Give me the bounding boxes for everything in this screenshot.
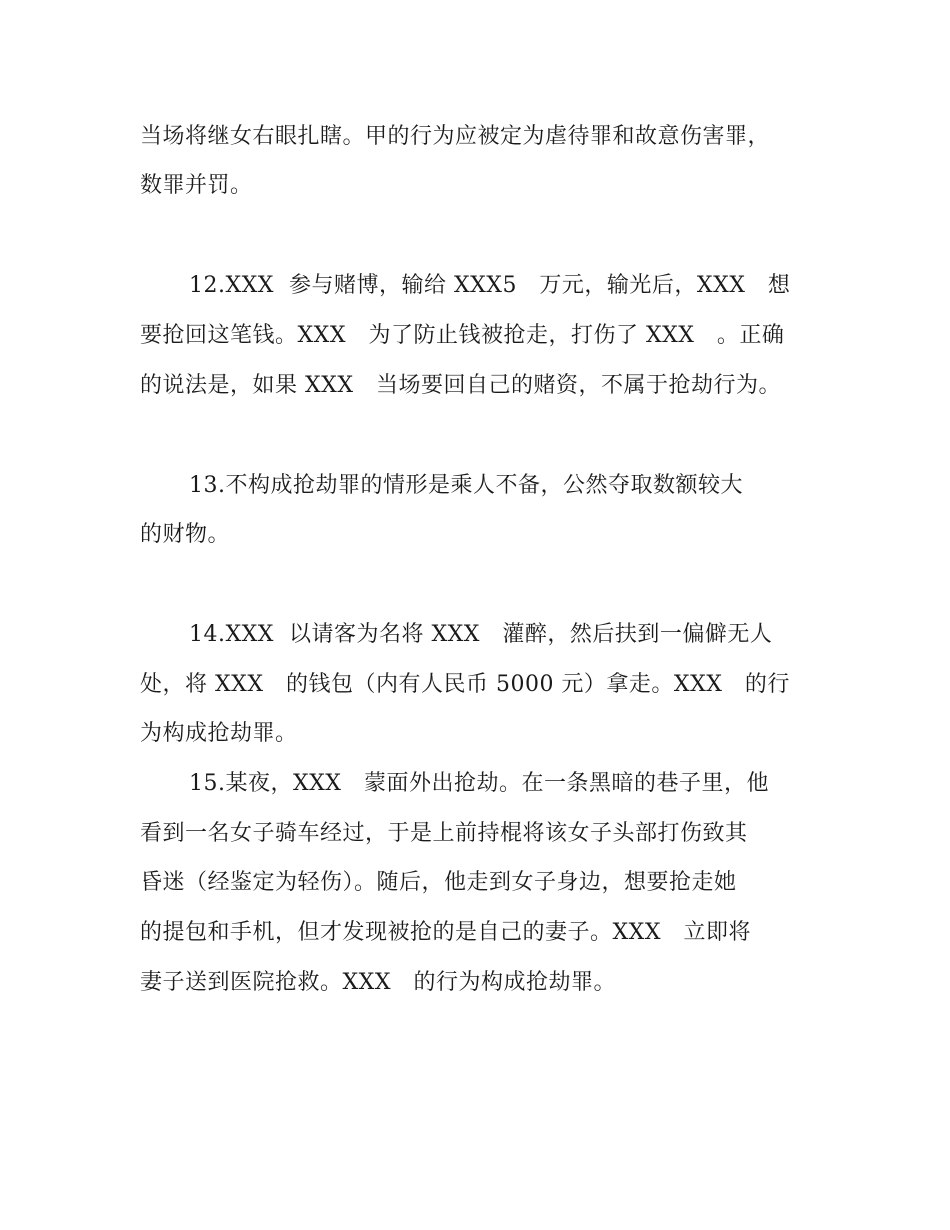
paragraph-15-line-1: 15.某夜，XXX 蒙面外出抢劫。在一条黑暗的巷子里，他 [189,771,769,796]
paragraph-11-line-2: 数罪并罚。 [140,173,253,198]
paragraph-15-line-5: 妻子送到医院抢救。XXX 的行为构成抢劫罪。 [140,970,616,995]
paragraph-14-line-2: 处，将 XXX 的钱包（内有人民币 5000 元）拿走。XXX 的行 [140,672,790,697]
paragraph-12-line-3: 的说法是，如果 XXX 当场要回自己的赌资，不属于抢劫行为。 [140,373,781,398]
paragraph-15-line-2: 看到一名女子骑车经过，于是上前持棍将该女子头部打伤致其 [140,821,748,846]
paragraph-13-line-2: 的财物。 [140,522,231,547]
paragraph-12-line-2: 要抢回这笔钱。XXX 为了防止钱被抢走，打伤了 XXX 。正确 [140,323,785,348]
paragraph-11-line-1: 当场将继女右眼扎瞎。甲的行为应被定为虐待罪和故意伤害罪， [140,124,771,149]
paragraph-12-line-1: 12.XXX 参与赌博，输给 XXX5 万元，输光后，XXX 想 [189,273,791,298]
paragraph-14-line-1: 14.XXX 以请客为名将 XXX 灌醉，然后扶到一偏僻无人 [189,622,773,647]
paragraph-13-line-1: 13.不构成抢劫罪的情形是乘人不备，公然夺取数额较大 [189,473,743,498]
paragraph-15-line-4: 的提包和手机，但才发现被抢的是自己的妻子。XXX 立即将 [140,920,751,945]
paragraph-15-line-3: 昏迷（经鉴定为轻伤）。随后，他走到女子身边，想要抢走她 [140,870,737,895]
paragraph-14-line-3: 为构成抢劫罪。 [140,721,298,746]
